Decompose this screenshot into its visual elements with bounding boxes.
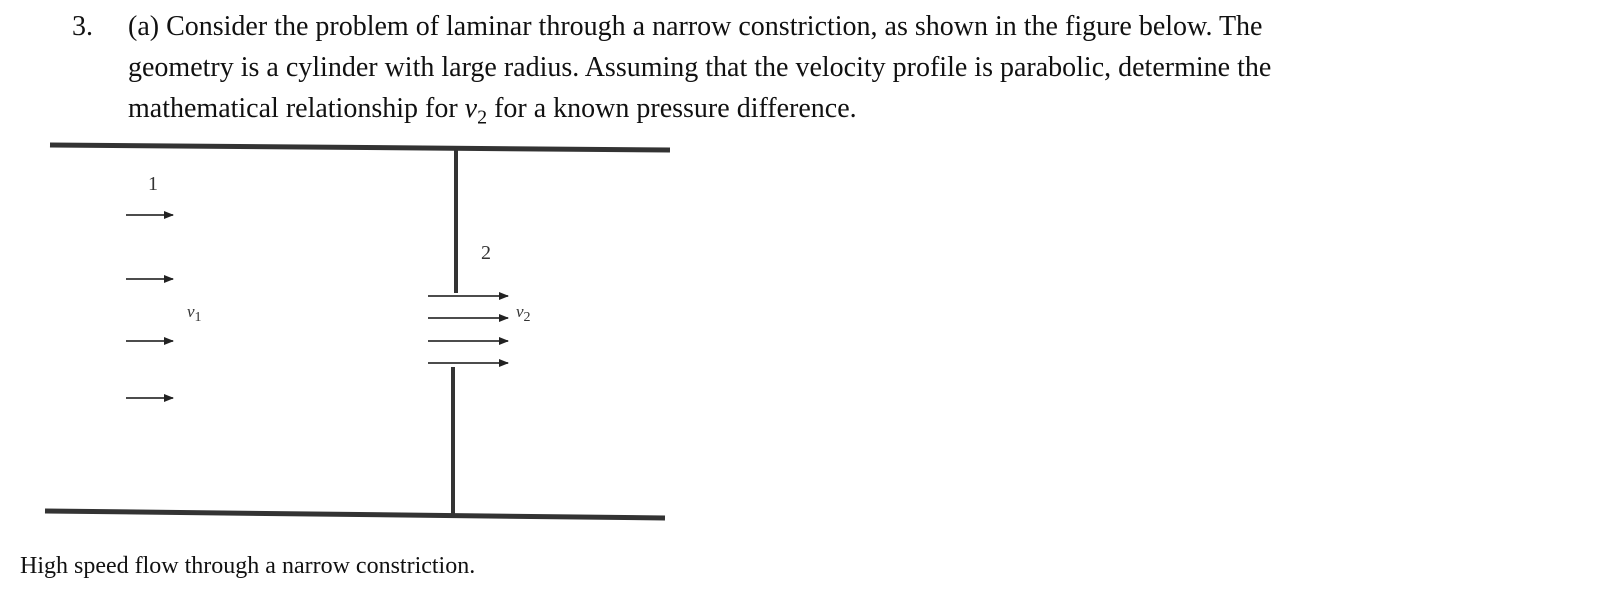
jet-velocity-arrows (428, 296, 508, 363)
velocity-v2-letter: v (464, 93, 478, 124)
problem-text-line-2: geometry is a cylinder with large radius. Assuming that the velocity profile is parabolic, determine the (128, 52, 1272, 83)
section-1-label: 1 (148, 173, 158, 195)
top-wall (50, 145, 670, 150)
problem-number: 3. (72, 11, 93, 42)
problem-text-line-3-start: mathematical relationship for (128, 93, 465, 124)
velocity-v2-subscript: 2 (477, 106, 488, 129)
figure-caption: High speed flow through a narrow constriction. (20, 553, 476, 579)
inlet-velocity-arrows (126, 215, 173, 398)
bottom-wall (45, 511, 665, 518)
velocity-v1-label (187, 302, 202, 325)
velocity-v2-fig-subscript: 2 (523, 310, 531, 325)
velocity-v1-letter: v (187, 302, 195, 321)
velocity-v2-label (516, 302, 531, 325)
velocity-v1-subscript: 1 (194, 310, 202, 325)
velocity-v2-fig-letter: v (516, 302, 524, 321)
problem-text-line-3-end: for a known pressure difference. (487, 93, 857, 124)
problem-text-line-1: (a) Consider the problem of laminar through a narrow constriction, as shown in the figure below. The (128, 11, 1263, 42)
section-2-label: 2 (481, 242, 491, 264)
